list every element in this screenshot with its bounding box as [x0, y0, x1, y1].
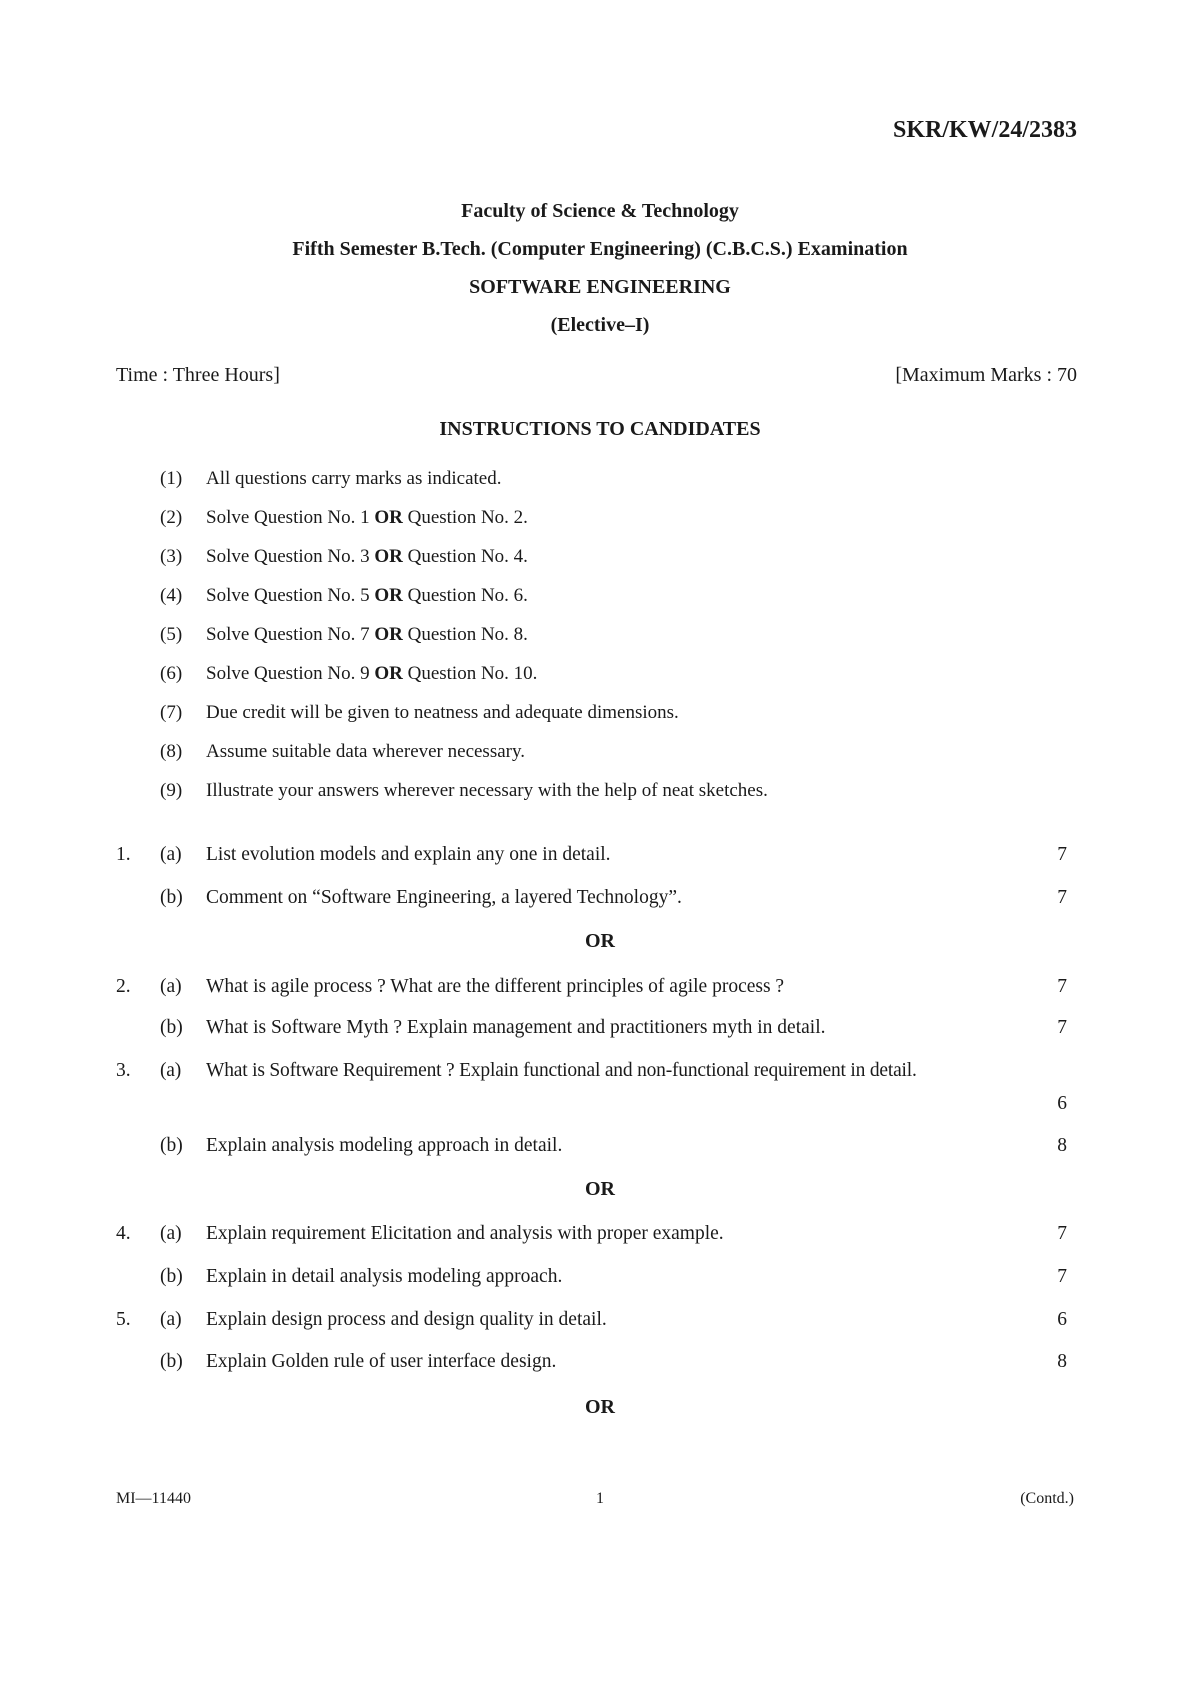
marks-value: 6	[1057, 1093, 1067, 1114]
marks-value: 7	[1057, 1266, 1067, 1287]
marks-value: 7	[1057, 887, 1067, 908]
instruction-item: (2) Solve Question No. 1 OR Question No. 2.	[160, 507, 528, 528]
page-number: 1	[596, 1490, 604, 1507]
time-info: Time : Three Hours]	[116, 364, 280, 386]
question-part: (a) What is agile process ? What are the different principles of agile process ?	[160, 976, 785, 997]
instruction-item: (7) Due credit will be given to neatness and adequate dimensions.	[160, 702, 679, 723]
instructions-heading: INSTRUCTIONS TO CANDIDATES	[439, 418, 761, 440]
question-part: (b) Explain analysis modeling approach in detail.	[160, 1135, 563, 1156]
instruction-item: (4) Solve Question No. 5 OR Question No. 6.	[160, 585, 528, 606]
question-number: 2.	[116, 976, 131, 997]
max-marks-info: [Maximum Marks : 70	[895, 364, 1077, 386]
instruction-item: (3) Solve Question No. 3 OR Question No. 4.	[160, 546, 528, 567]
or-separator: OR	[585, 1178, 615, 1200]
question-part: (a) What is Software Requirement ? Explain functional and non-functional requirement in detail.	[160, 1060, 917, 1081]
exam-title: Fifth Semester B.Tech. (Computer Engineering) (C.B.C.S.) Examination	[292, 238, 908, 260]
marks-value: 8	[1057, 1135, 1067, 1156]
instruction-item: (5) Solve Question No. 7 OR Question No. 8.	[160, 624, 528, 645]
elective-title: (Elective–I)	[550, 314, 650, 336]
subject-title: SOFTWARE ENGINEERING	[469, 276, 731, 298]
marks-value: 7	[1057, 844, 1067, 865]
question-number: 4.	[116, 1223, 131, 1244]
instruction-item: (8) Assume suitable data wherever necessary.	[160, 741, 526, 762]
question-part: (b) Explain Golden rule of user interface design.	[160, 1351, 557, 1372]
question-part: (b) Comment on “Software Engineering, a layered Technology”.	[160, 887, 682, 908]
question-number: 3.	[116, 1060, 131, 1081]
question-part: (b) What is Software Myth ? Explain management and practitioners myth in detail.	[160, 1017, 826, 1038]
instruction-item: (9) Illustrate your answers wherever necessary with the help of neat sketches.	[160, 780, 768, 801]
question-part: (a) Explain requirement Elicitation and analysis with proper example.	[160, 1223, 724, 1244]
faculty-title: Faculty of Science & Technology	[461, 200, 739, 222]
or-separator: OR	[585, 930, 615, 952]
question-number: 1.	[116, 844, 131, 865]
question-part: (b) Explain in detail analysis modeling approach.	[160, 1266, 563, 1287]
marks-value: 7	[1057, 976, 1067, 997]
marks-value: 7	[1057, 1223, 1067, 1244]
marks-value: 7	[1057, 1017, 1067, 1038]
question-part: (a) Explain design process and design quality in detail.	[160, 1309, 607, 1330]
footer-code: MI—11440	[116, 1490, 191, 1507]
marks-value: 6	[1057, 1309, 1067, 1330]
question-number: 5.	[116, 1309, 131, 1330]
marks-value: 8	[1057, 1351, 1067, 1372]
question-part: (a) List evolution models and explain any one in detail.	[160, 844, 611, 865]
instruction-item: (6) Solve Question No. 9 OR Question No. 10.	[160, 663, 538, 684]
continued-label: (Contd.)	[1020, 1490, 1074, 1507]
or-separator: OR	[585, 1396, 615, 1418]
instruction-item: (1) All questions carry marks as indicated.	[160, 468, 502, 489]
paper-code: SKR/KW/24/2383	[892, 117, 1077, 143]
